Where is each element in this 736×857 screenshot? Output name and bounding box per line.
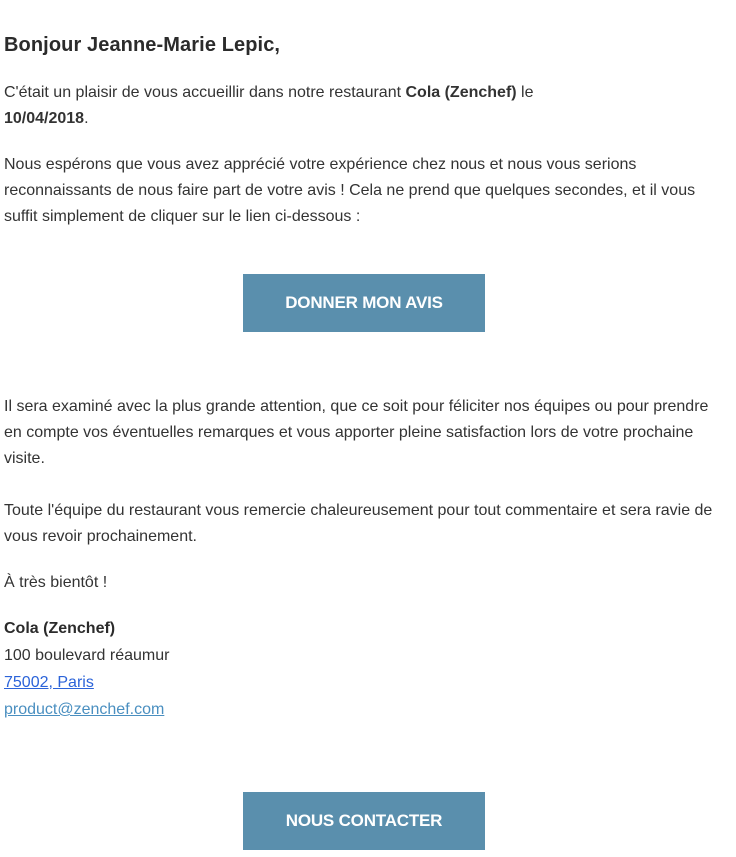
thanks-paragraph: Toute l'équipe du restaurant vous remercie chaleureusement pour tout commentaire et sera ravie de vous revoir prochainement. <box>4 502 713 545</box>
signature-name: Cola (Zenchef) <box>4 620 116 637</box>
visit-date: 10/04/2018 <box>4 110 85 127</box>
restaurant-name: Cola (Zenchef) <box>405 84 517 101</box>
signature-street: 100 boulevard réaumur <box>4 647 170 664</box>
closing-text: À très bientôt ! <box>4 574 108 591</box>
intro-text-before: C'était un plaisir de vous accueillir dans notre restaurant <box>4 84 406 101</box>
give-review-button[interactable]: DONNER MON AVIS <box>243 274 485 332</box>
contact-us-button[interactable]: NOUS CONTACTER <box>243 792 485 850</box>
intro-text-after: . <box>84 110 89 127</box>
intro-paragraph <box>4 80 726 132</box>
signature-city-link[interactable]: 75002, Paris <box>4 674 94 691</box>
intro-text-middle: le <box>516 84 534 101</box>
greeting-heading: Bonjour Jeanne-Marie Lepic, <box>4 34 281 56</box>
signature-block <box>4 615 169 723</box>
examined-paragraph: Il sera examiné avec la plus grande attention, que ce soit pour féliciter nos équipes ou pour prendre en compte vos éventuelles remarques et vous apporter pleine satisfaction lors de votre prochaine visite. <box>4 398 709 467</box>
signature-email-link[interactable]: product@zenchef.com <box>4 701 165 718</box>
request-paragraph: Nous espérons que vous avez apprécié votre expérience chez nous et nous vous serions reconnaissants de nous faire part de votre avis ! Cela ne prend que quelques secondes, et il vous suffit simplement de cliquer sur le lien ci-dessous : <box>4 156 696 225</box>
